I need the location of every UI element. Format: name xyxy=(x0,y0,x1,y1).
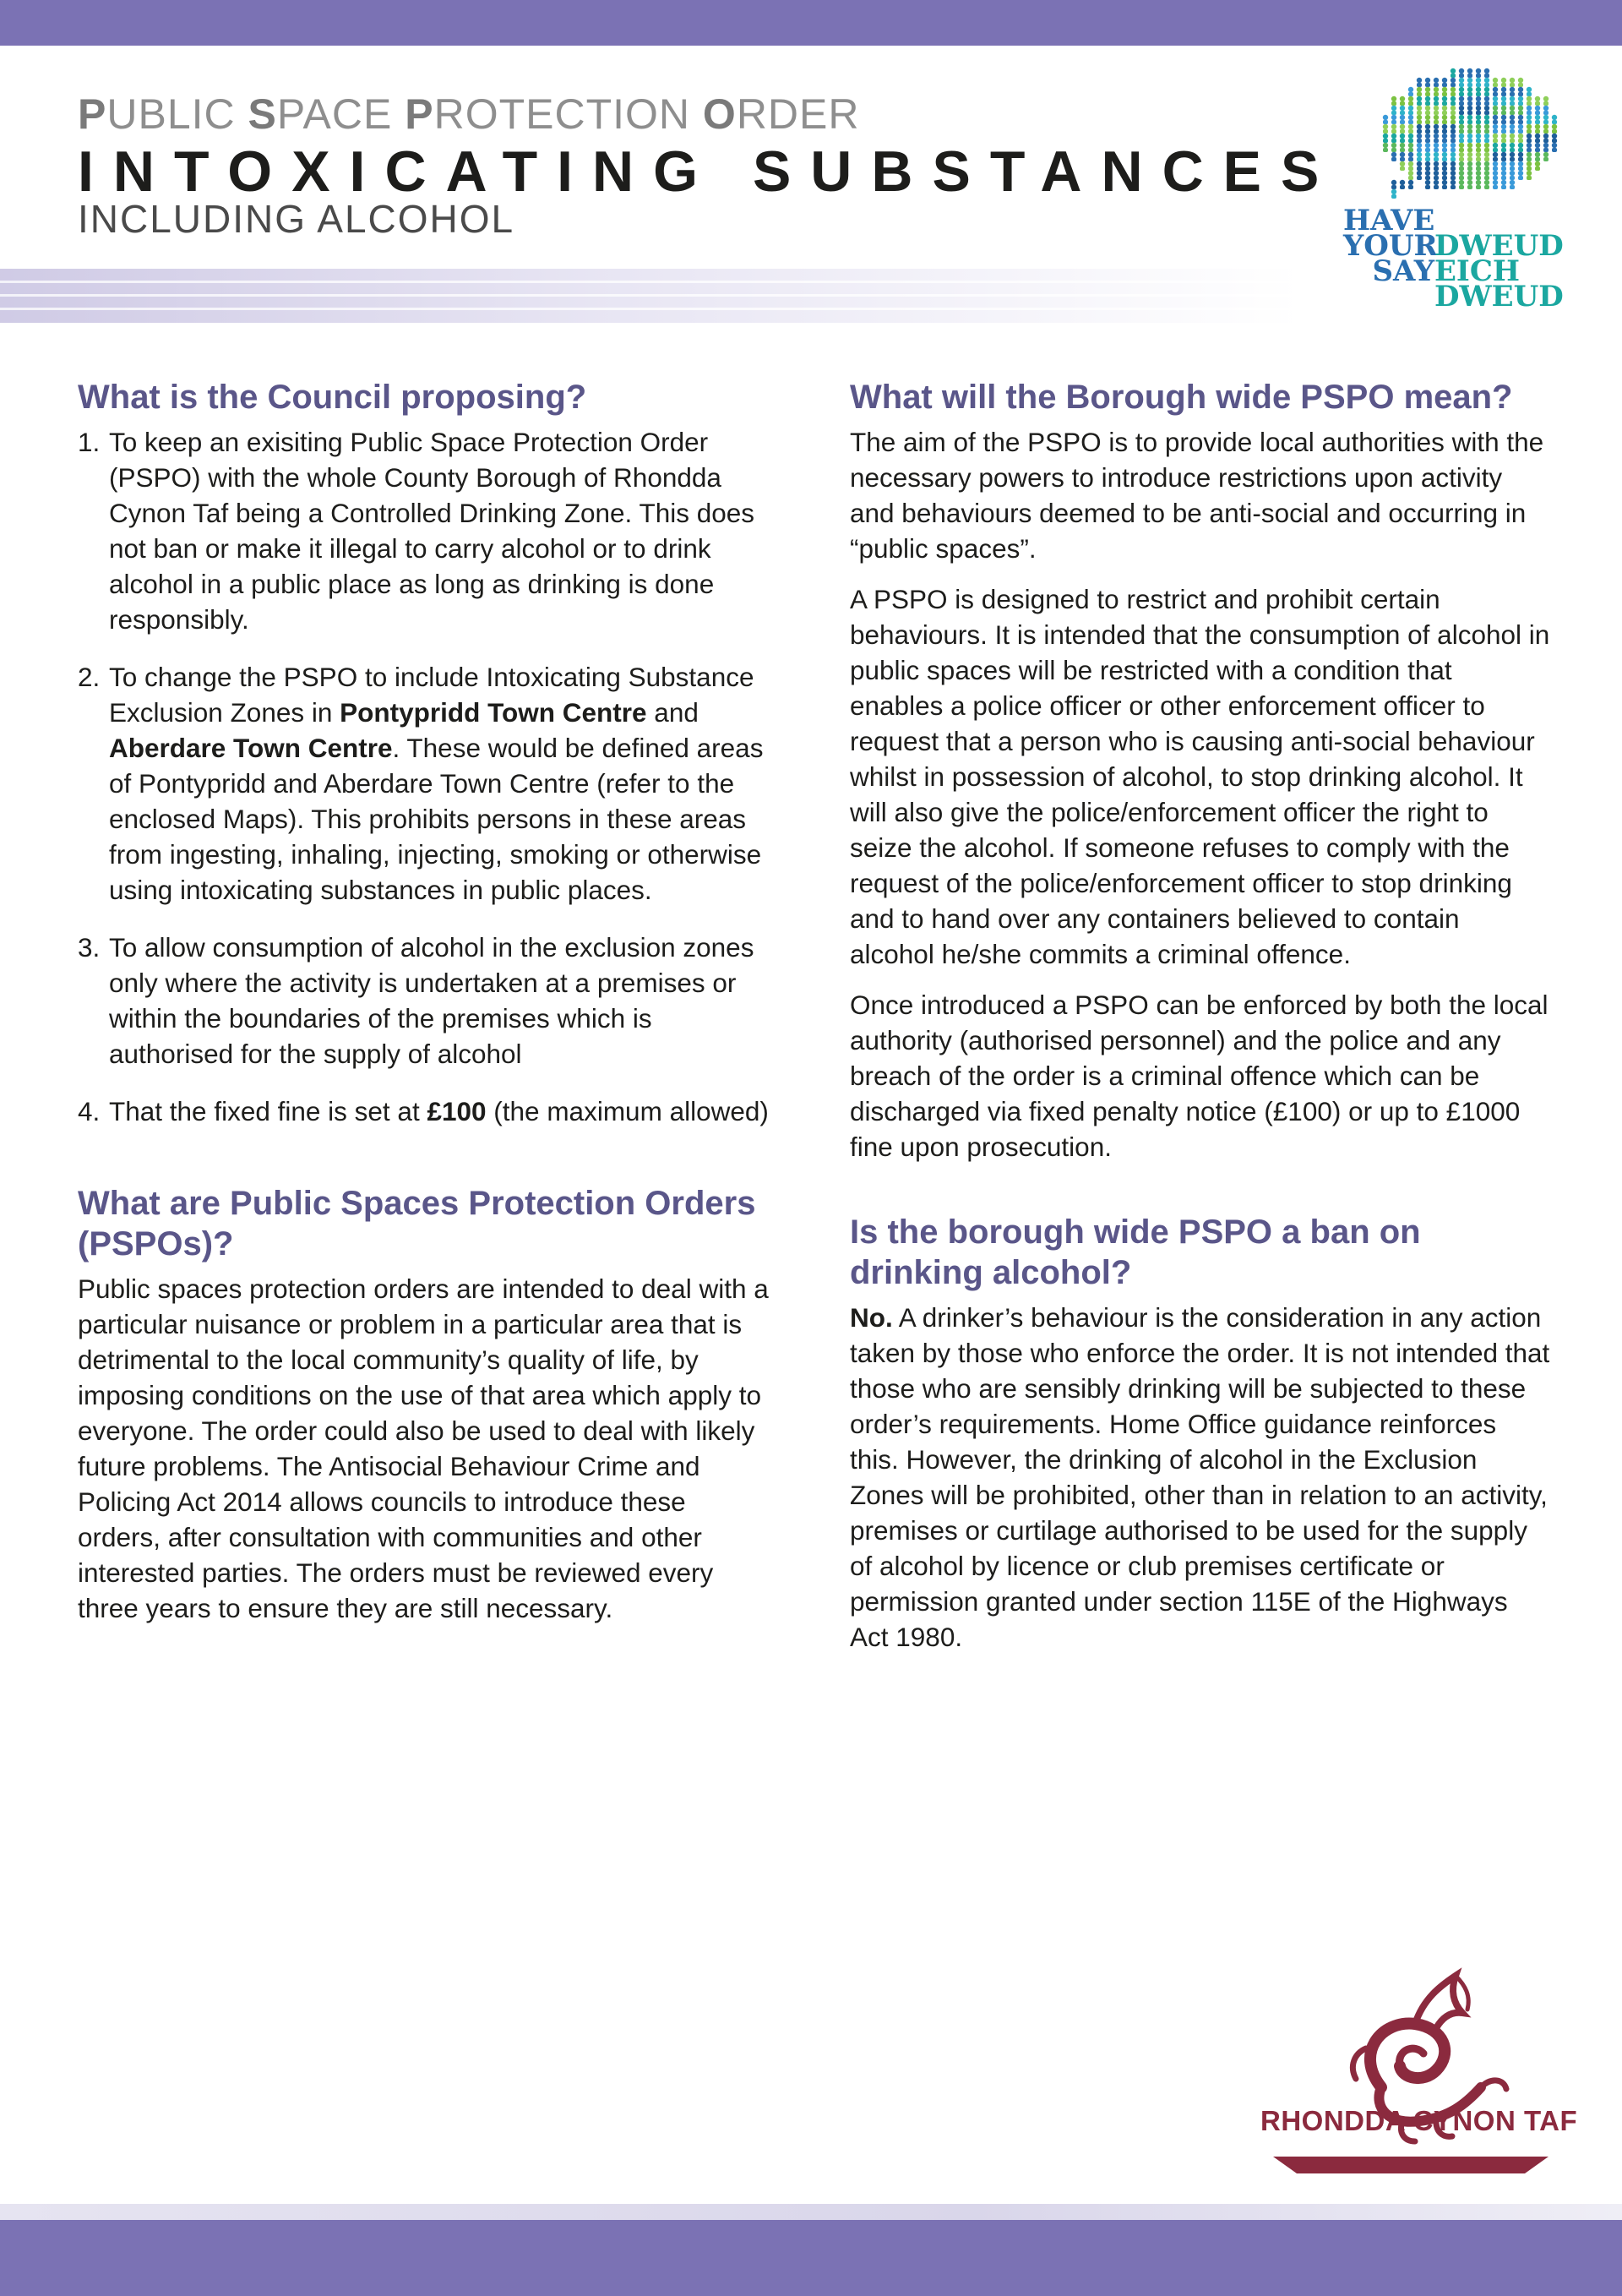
list-item: 2. To change the PSPO to include Intoxicating Substance Exclusion Zones in Pontypridd Town Centre and Aberdare Town Centre. These would be defined areas of Pontypridd and Aberdare Town Centre (refer to the enclosed Maps). This prohibits persons in these areas from ingesting, inhaling, injecting, smoking or otherwise using intoxicating substances in public places. xyxy=(78,662,764,905)
pspo-definition-body: Public spaces protection orders are intended to deal with a particular nuisance or problem in a particular area that is detrimental to the local community’s quality of life, by imposing conditions on the use of that area which apply to everyone. The order could also be used to deal with likely future problems. The Antisocial Behaviour Crime and Policing Act 2014 allows councils to introduce these orders, after consultation with communities and other interested parties. The orders must be reviewed every three years to ensure they are still necessary. xyxy=(78,1273,769,1623)
header-decorative-band xyxy=(0,269,1301,323)
pspo-definition-heading: What are Public Spaces Protection Orders (PSPOs)? xyxy=(78,1185,756,1263)
document-kicker: PUBLIC SPACE PROTECTION ORDER xyxy=(78,90,860,138)
ban-question-heading: Is the borough wide PSPO a ban on drinking alcohol? xyxy=(850,1213,1421,1291)
top-color-bar xyxy=(0,0,1622,46)
rhondda-cynon-taf-name: RHONDDA CYNON TAF xyxy=(1260,2105,1578,2136)
pspo-meaning-paragraph: Once introduced a PSPO can be enforced by both the local authority (authorised personnel) and the police and any breach of the order is a criminal offence which can be discharged via fixed penalty notice (£100) or up to £1000 fine upon prosecution. xyxy=(850,990,1549,1162)
bottom-decorative-stripe xyxy=(0,2204,1622,2220)
have-your-say-wordmark: HAVE YOURDWEUD SAYEICH DWEUD xyxy=(1343,204,1564,314)
document-subtitle: INCLUDING ALCOHOL xyxy=(78,197,515,241)
bottom-color-bar xyxy=(0,2220,1622,2296)
pspo-meaning-heading: What will the Borough wide PSPO mean? xyxy=(850,379,1513,416)
left-column xyxy=(78,377,770,1641)
pspo-meaning-paragraph: The aim of the PSPO is to provide local authorities with the necessary powers to introduce restrictions upon activity and behaviours deemed to be anti-social and occurring in “public spaces”. xyxy=(850,427,1544,564)
proposal-list xyxy=(78,424,770,1129)
welsh-dragon-icon xyxy=(1255,1961,1567,2182)
document-title: INTOXICATING SUBSTANCES xyxy=(78,139,1339,204)
proposal-heading: What is the Council proposing? xyxy=(78,379,587,416)
ban-answer-body: No. A drinker’s behaviour is the consideration in any action taken by those who enforce the order. It is not intended that those who are sensibly drinking will be subjected to these order’s requirements. Home Office guidance reinforces this. However, the drinking of alcohol in the Exclusion Zones will be prohibited, other than in relation to an activity, premises or curtilage authorised to be used for the supply of alcohol by licence or club premises certificate or permission granted under section 115E of the Highways Act 1980. xyxy=(850,1302,1550,1652)
pspo-meaning-paragraph: A PSPO is designed to restrict and prohibit certain behaviours. It is intended that the consumption of alcohol in public spaces will be restricted with a condition that enables a police officer or other enforcement officer to request that a person who is causing anti-social behaviour whilst in possession of alcohol, to stop drinking alcohol. It will also give the police/enforcement officer the right to seize the alcohol. If someone refuses to comply with the request of the police/enforcement officer to stop drinking and to hand over any containers believed to contain alcohol he/she commits a criminal offence. xyxy=(850,584,1550,969)
list-item: 3. To allow consumption of alcohol in the exclusion zones only where the activity is undertaken at a premises or within the boundaries of the premises which is authorised for the supply of alcohol xyxy=(78,932,754,1069)
list-item: 1. To keep an exisiting Public Space Protection Order (PSPO) with the whole County Borough of Rhondda Cynon Taf being a Controlled Drinking Zone. This does not ban or make it illegal to carry alcohol or to drink alcohol in a public place as long as drinking is done responsibly. xyxy=(78,427,755,635)
list-item: 4. That the fixed fine is set at £100 (the maximum allowed) xyxy=(78,1096,769,1126)
right-column xyxy=(850,377,1551,1670)
